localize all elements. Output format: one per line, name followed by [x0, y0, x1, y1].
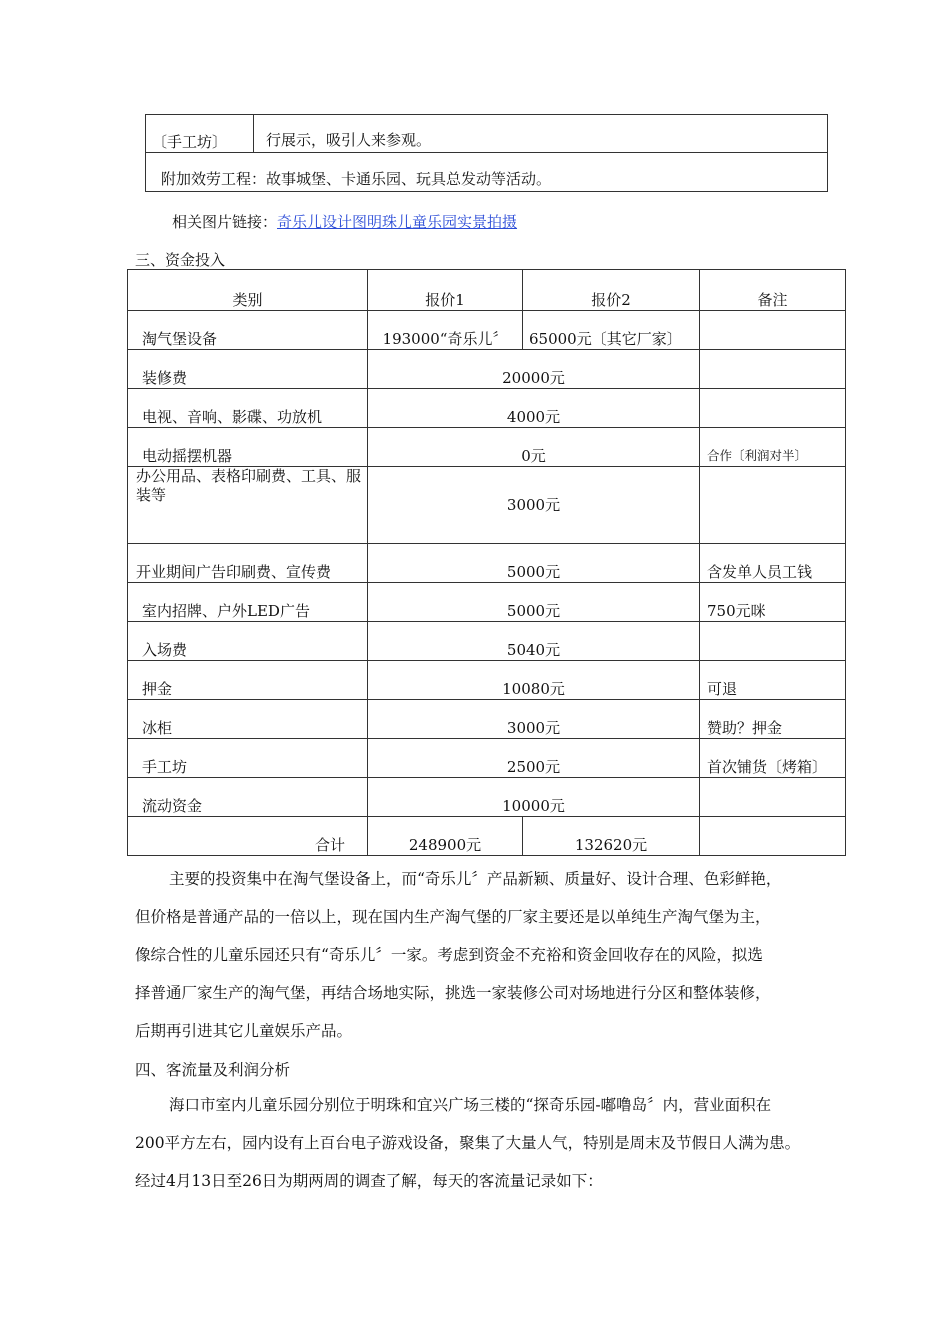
paragraph-line: 主要的投资集中在淘气堡设备上，而“奇乐儿〞产品新颖、质量好、设计合理、色彩鲜艳，: [169, 870, 782, 888]
row-note: [700, 350, 846, 389]
row-price: 10080元: [368, 661, 700, 700]
row-price: 2500元: [368, 739, 700, 778]
row-price: 10000元: [368, 778, 700, 817]
row-category: 流动资金: [128, 778, 368, 817]
row-category: 电动摇摆机器: [128, 428, 368, 467]
section4-heading: 四、客流量及利润分析: [135, 1061, 291, 1079]
row-price: 3000元: [368, 467, 700, 544]
related-links-line: [172, 211, 517, 232]
row-category: 装修费: [128, 350, 368, 389]
row-note: 含发单人员工钱: [700, 544, 846, 583]
related-images-link[interactable]: 奇乐儿设计图明珠儿童乐园实景拍摄: [277, 213, 518, 231]
row-category: 押金: [128, 661, 368, 700]
row-note: [700, 622, 846, 661]
additional-services-cell: 附加效劳工程：故事城堡、卡通乐园、玩具总发动等活动。: [146, 153, 828, 192]
activity-table: [145, 114, 828, 192]
section3-heading: 三、资金投入: [135, 251, 226, 269]
row-price: 4000元: [368, 389, 700, 428]
paragraph-line: 海口市室内儿童乐园分别位于明珠和宜兴广场三楼的“探奇乐园-嘟噜岛〞内，营业面积在: [169, 1096, 772, 1114]
row-note: [700, 778, 846, 817]
row-price2: 65000元〔其它厂家〕: [523, 311, 700, 350]
investment-table: [127, 269, 846, 856]
table-row: [128, 389, 846, 428]
row-category: 淘气堡设备: [128, 311, 368, 350]
row-price: 3000元: [368, 700, 700, 739]
row-note: 赞助？押金: [700, 700, 846, 739]
row-price: 0元: [368, 428, 700, 467]
paragraph-line: 像综合性的儿童乐园还只有“奇乐儿〞一家。考虑到资金不充裕和资金回收存在的风险，拟选: [135, 946, 763, 964]
table-row: [128, 583, 846, 622]
row-category: 室内招牌、户外LED广告: [128, 583, 368, 622]
table-row: [128, 350, 846, 389]
table-row: [128, 661, 846, 700]
header-category: 类别: [128, 270, 368, 311]
row-note: [700, 311, 846, 350]
row-note: [700, 389, 846, 428]
total-price2: 132620元: [523, 817, 700, 856]
header-price2: 报价2: [523, 270, 700, 311]
row-category: 电视、音响、影碟、功放机: [128, 389, 368, 428]
row-price: 5040元: [368, 622, 700, 661]
row-price: 20000元: [368, 350, 700, 389]
row-note: [700, 467, 846, 544]
investment-paragraph: [135, 860, 855, 1050]
row-note: 750元咪: [700, 583, 846, 622]
row-category: 冰柜: [128, 700, 368, 739]
row-note: 首次铺货〔烤箱〕: [700, 739, 846, 778]
row-category: 手工坊: [128, 739, 368, 778]
table-row: [128, 778, 846, 817]
paragraph-line: 后期再引进其它儿童娱乐产品。: [135, 1022, 353, 1040]
table-row: [128, 428, 846, 467]
traffic-paragraph: [135, 1086, 855, 1200]
row-price1: 193000“奇乐儿〞: [368, 311, 523, 350]
activity-name-cell: 〔手工坊〕: [146, 115, 254, 153]
row-category: 开业期间广告印刷费、宣传费: [128, 544, 368, 583]
related-links-label: 相关图片链接：: [172, 213, 278, 231]
table-row: [128, 467, 846, 544]
table-header-row: [128, 270, 846, 311]
row-note: 合作〔利润对半〕: [700, 428, 846, 467]
table-total-row: [128, 817, 846, 856]
activity-desc-cell: 行展示，吸引人来参观。: [254, 115, 828, 153]
table-row: [128, 544, 846, 583]
row-category: 入场费: [128, 622, 368, 661]
row-category: 办公用品、表格印刷费、工具、服装等: [128, 467, 368, 544]
total-note: [700, 817, 846, 856]
row-price: 5000元: [368, 583, 700, 622]
header-note: 备注: [700, 270, 846, 311]
row-note: 可退: [700, 661, 846, 700]
total-label: 合计: [128, 817, 368, 856]
table-row: [128, 739, 846, 778]
table-row: [128, 311, 846, 350]
paragraph-line: 经过4月13日至26日为期两周的调查了解，每天的客流量记录如下：: [135, 1172, 603, 1190]
header-price1: 报价1: [368, 270, 523, 311]
paragraph-line: 择普通厂家生产的淘气堡，再结合场地实际，挑选一家装修公司对场地进行分区和整体装修，: [135, 984, 771, 1002]
row-price: 5000元: [368, 544, 700, 583]
paragraph-line: 但价格是普通产品的一倍以上，现在国内生产淘气堡的厂家主要还是以单纯生产淘气堡为主，: [135, 908, 771, 926]
table-row: [128, 622, 846, 661]
total-price1: 248900元: [368, 817, 523, 856]
table-row: [128, 700, 846, 739]
paragraph-line: 200平方左右，园内设有上百台电子游戏设备，聚集了大量人气，特别是周末及节假日人满为患。: [135, 1134, 801, 1152]
